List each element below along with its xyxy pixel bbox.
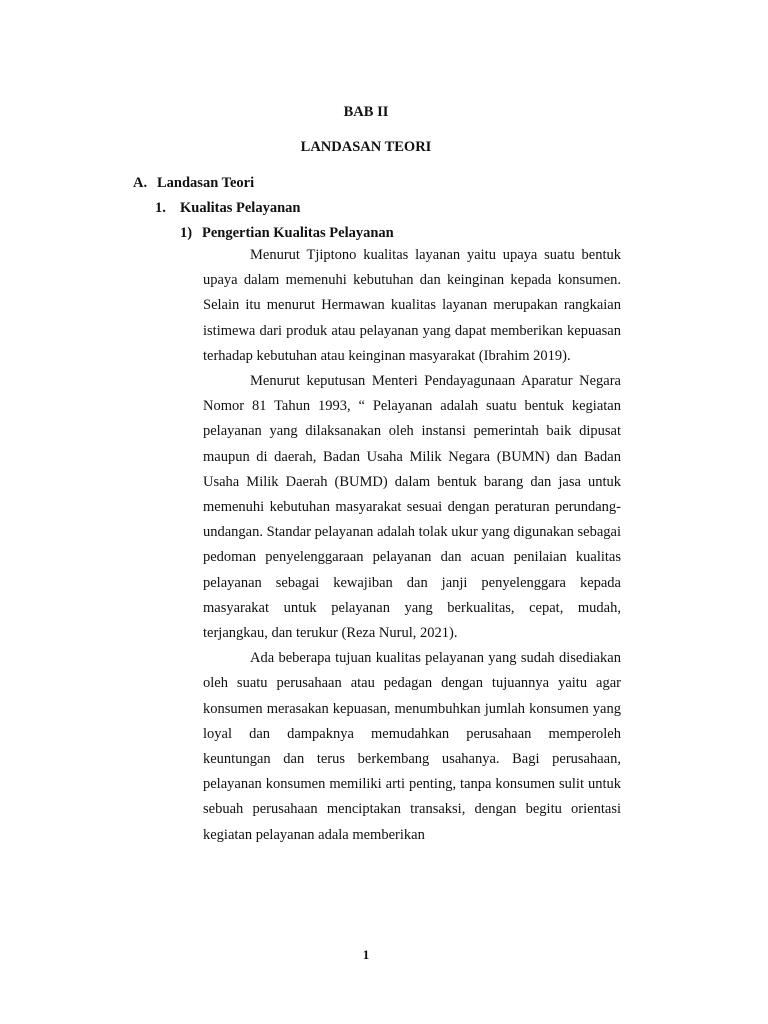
subsubsection-title: Pengertian Kualitas Pelayanan (202, 225, 394, 241)
section-marker: A. (133, 175, 148, 191)
body-text (203, 243, 621, 848)
section-title: Landasan Teori (157, 175, 255, 191)
page-number: 1 (362, 947, 370, 962)
paragraph-tujuan-kualitas: Ada beberapa tujuan kualitas pelayanan yang sudah disediakan oleh suatu perusahaan atau pedagan dengan tujuannya yaitu agar konsumen merasakan kepuasan, menumbuhkan jumlah konsumen yang loyal dan dampaknya memudahkan perusahaan memperoleh keuntungan dan terus berkembang usahanya. Bagi perusahaan, pelayanan konsumen memiliki arti penting, tanpa konsumen sulit untuk sebuah perusahaan menciptakan transaksi, dengan begitu orientasi kegiatan pelayanan adala memberikan (203, 650, 621, 843)
paragraph-tjiptono: Menurut Tjiptono kualitas layanan yaitu upaya suatu bentuk upaya dalam memenuhi kebutuhan dan keinginan kepada konsumen. Selain itu menurut Hermawan kualitas layanan merupakan rangkaian istimewa dari produk atau pelayanan yang dapat memberikan kepuasan terhadap kebutuhan atau keinginan masyarakat (Ibrahim 2019). (203, 247, 621, 364)
chapter-number: BAB II (343, 104, 389, 120)
chapter-title: LANDASAN TEORI (300, 139, 432, 155)
subsection-title: Kualitas Pelayanan (180, 200, 301, 216)
subsubsection-heading (180, 224, 394, 242)
subsection-heading (155, 199, 300, 217)
subsubsection-marker: 1) (180, 225, 193, 241)
paragraph-keputusan-menteri: Menurut keputusan Menteri Pendayagunaan Aparatur Negara Nomor 81 Tahun 1993, “ Pelayanan adalah suatu bentuk kegiatan pelayanan yang dilaksanakan oleh instansi pemerintah baik dipusat maupun di daerah, Badan Usaha Milik Negara (BUMN) dan Badan Usaha Milik Daerah (BUMD) dalam bentuk barang dan jasa untuk memenuhi kebutuhan masyarakat sesuai dengan peraturan perundang-undangan. Standar pelayanan adalah tolak ukur yang digunakan sebagai pedoman penyelenggaraan pelayanan dan acuan penilaian kualitas pelayanan sebagai kewajiban dan janji penyelenggara kepada masyarakat untuk pelayanan yang berkualitas, cepat, mudah, terjangkau, dan terukur (Reza Nurul, 2021). (203, 373, 621, 642)
section-heading (133, 174, 254, 192)
subsection-marker: 1. (155, 200, 166, 216)
